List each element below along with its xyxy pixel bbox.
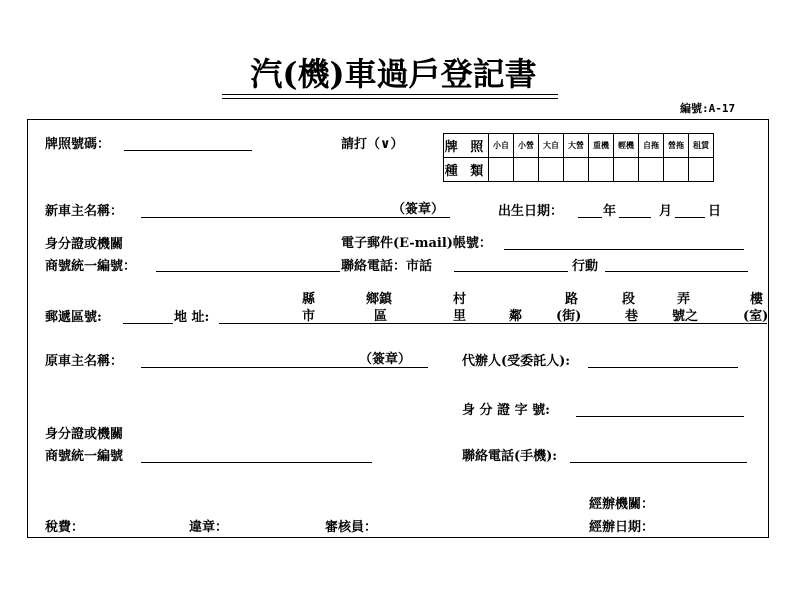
addr-number-label: 號之 bbox=[672, 309, 699, 324]
office-label: 經辦機關： bbox=[589, 497, 655, 512]
addr-road-label: 路 bbox=[565, 292, 579, 307]
plate-number-field[interactable] bbox=[124, 150, 252, 151]
zip-code-label: 郵遞區號: bbox=[45, 310, 102, 325]
tax-label: 稅費： bbox=[45, 520, 85, 535]
plate-number-label: 牌照號碼： bbox=[45, 137, 111, 152]
addr-alley-label: 弄 bbox=[677, 292, 691, 307]
mobile-label: 行動 bbox=[572, 259, 599, 274]
phone-field[interactable] bbox=[454, 271, 568, 272]
processing-date-label: 經辦日期： bbox=[589, 520, 655, 535]
title-underline-double bbox=[222, 98, 558, 99]
plate-type-1: 小營 bbox=[514, 134, 539, 158]
addr-township-label: 鄉鎮 bbox=[366, 292, 393, 307]
agent-mobile-field[interactable] bbox=[570, 462, 747, 463]
new-owner-id-label-line2: 商號統一編號： bbox=[45, 259, 137, 274]
plate-type-checkbox-6[interactable] bbox=[639, 158, 664, 182]
plate-type-checkbox-1[interactable] bbox=[514, 158, 539, 182]
old-owner-name-label: 原車主名稱： bbox=[45, 354, 124, 369]
plate-type-7: 營拖 bbox=[664, 134, 689, 158]
violation-label: 違章： bbox=[189, 520, 229, 535]
addr-lane-label: 巷 bbox=[625, 309, 639, 324]
agent-mobile-label: 聯絡電話(手機): bbox=[462, 449, 558, 464]
addr-li-label: 里 bbox=[453, 309, 467, 324]
plate-type-checkbox-7[interactable] bbox=[664, 158, 689, 182]
zip-code-field[interactable] bbox=[123, 323, 173, 324]
old-owner-id-label-line1: 身分證或機關 bbox=[45, 427, 124, 442]
plate-type-0: 小自 bbox=[489, 134, 514, 158]
birth-day-label: 日 bbox=[708, 204, 722, 219]
birth-month-label: 月 bbox=[659, 204, 673, 219]
old-owner-seal-label: （簽章） bbox=[359, 352, 412, 367]
addr-neighborhood-label: 鄰 bbox=[509, 309, 523, 324]
agent-id-label: 身 分 證 字 號: bbox=[462, 403, 550, 418]
addr-room-label: (室) bbox=[743, 309, 769, 324]
plate-type-header-bottom: 種 類 bbox=[444, 158, 489, 182]
plate-type-checkbox-8[interactable] bbox=[689, 158, 714, 182]
agent-name-field[interactable] bbox=[588, 367, 738, 368]
new-owner-id-label-line1: 身分證或機關 bbox=[45, 237, 124, 252]
plate-type-4: 重機 bbox=[589, 134, 614, 158]
form-title: 汽(機)車過戶登記書 bbox=[250, 55, 537, 93]
plate-type-5: 輕機 bbox=[614, 134, 639, 158]
phone-label: 聯絡電話：市話 bbox=[341, 259, 433, 274]
plate-type-table bbox=[443, 133, 714, 182]
plate-type-6: 自拖 bbox=[639, 134, 664, 158]
email-field[interactable] bbox=[504, 249, 744, 250]
birth-day-field[interactable] bbox=[675, 217, 705, 218]
plate-type-8: 租賃 bbox=[689, 134, 714, 158]
addr-floor-label: 樓 bbox=[750, 292, 764, 307]
new-owner-name-label: 新車主名稱： bbox=[45, 204, 124, 219]
old-owner-id-label-line2: 商號統一編號 bbox=[45, 449, 124, 464]
form-number: 編號:A-17 bbox=[680, 102, 736, 115]
reviewer-label: 審核員： bbox=[325, 520, 378, 535]
birth-year-field[interactable] bbox=[578, 217, 602, 218]
addr-district-label: 區 bbox=[374, 309, 388, 324]
new-owner-id-field[interactable] bbox=[156, 271, 340, 272]
plate-type-2: 大自 bbox=[539, 134, 564, 158]
plate-type-3: 大營 bbox=[564, 134, 589, 158]
plate-type-checkbox-4[interactable] bbox=[589, 158, 614, 182]
birth-date-label: 出生日期： bbox=[498, 204, 564, 219]
title-underline bbox=[222, 94, 558, 95]
plate-type-checkbox-3[interactable] bbox=[564, 158, 589, 182]
address-label: 地 址: bbox=[174, 310, 210, 325]
email-label: 電子郵件(E-mail)帳號： bbox=[341, 236, 492, 251]
agent-label: 代辦人(受委託人): bbox=[462, 354, 571, 369]
new-owner-seal-label: （簽章） bbox=[392, 202, 445, 217]
agent-id-field[interactable] bbox=[576, 416, 744, 417]
plate-type-checkbox-2[interactable] bbox=[539, 158, 564, 182]
addr-city-label: 市 bbox=[302, 309, 316, 324]
plate-type-header-top: 牌 照 bbox=[444, 134, 489, 158]
addr-county-label: 縣 bbox=[302, 292, 316, 307]
plate-type-checkbox-5[interactable] bbox=[614, 158, 639, 182]
birth-month-blank[interactable] bbox=[619, 217, 651, 218]
addr-village-label: 村 bbox=[453, 292, 467, 307]
check-instruction: 請打（∨） bbox=[341, 137, 404, 152]
addr-section-label: 段 bbox=[622, 292, 636, 307]
old-owner-id-field[interactable] bbox=[141, 462, 372, 463]
mobile-field[interactable] bbox=[605, 271, 748, 272]
birth-year-label: 年 bbox=[603, 204, 617, 219]
addr-street-label: (街) bbox=[556, 309, 582, 324]
plate-type-checkbox-0[interactable] bbox=[489, 158, 514, 182]
